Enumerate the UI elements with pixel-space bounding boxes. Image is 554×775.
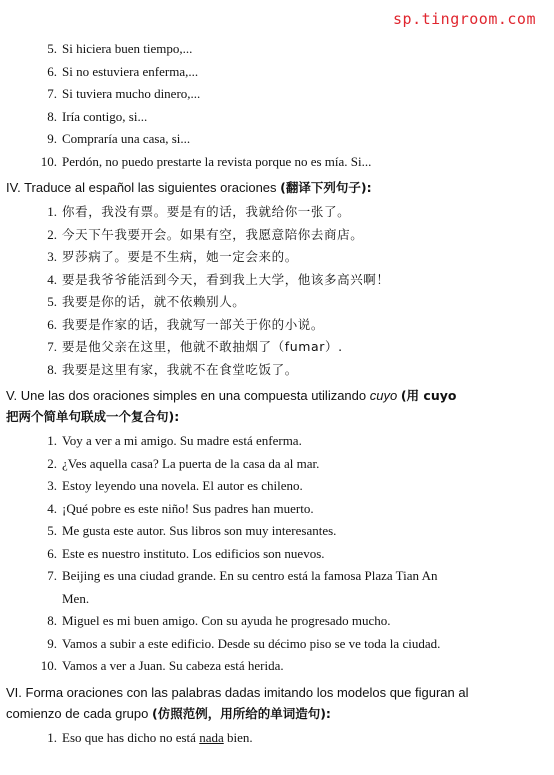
list-item: 7. Si tuviera mucho dinero,... (47, 86, 201, 101)
list-item: 10. Perdón, no puedo prestarte la revista porque no es mía. Si... (40, 153, 372, 169)
watermark: sp.tingroom.com (393, 10, 536, 28)
list-item: 1. Eso que has dicho no está nada bien. (47, 729, 253, 745)
list-item: 3. 罗莎病了。要是不生病，她一定会来的。 (47, 249, 298, 264)
list-item-continuation: Men. (62, 590, 90, 606)
list-item: 6. Si no estuviera enferma,... (47, 63, 199, 79)
list-item: 1. Voy a ver a mi amigo. Su madre está enferma. (47, 433, 302, 448)
list-item: 8. Iría contigo, si... (47, 108, 148, 124)
list-item: 5. Si hiciera buen tiempo,... (47, 41, 193, 56)
list-item: 1. 你看，我没有票。要是有的话，我就给你一张了。 (47, 204, 351, 219)
section-iv-list (0, 201, 554, 381)
section-iii-list (0, 38, 554, 173)
list-item: 4. 要是我爷爷能活到今天，看到我上大学，他该多高兴啊！ (47, 271, 390, 287)
list-item: 8. Miguel es mi buen amigo. Con su ayuda he progresado mucho. (47, 613, 391, 628)
list-item: 2. 今天下午我要开会。如果有空，我愿意陪你去商店。 (47, 226, 364, 242)
list-item: 3. Estoy leyendo una novela. El autor es chileno. (47, 478, 303, 493)
section-vi-heading: VI. Forma oraciones con las palabras dadas imitando los modelos que figuran al comienzo de cada grupo (仿照范例，用所给的单词造句): (6, 684, 469, 721)
section-v-list (0, 430, 554, 678)
list-item: 6. 我要是作家的话，我就写一部关于你的小说。 (47, 316, 325, 332)
list-item: 5. 我要是你的话，就不依赖别人。 (47, 294, 246, 309)
list-item: 5. Me gusta este autor. Sus libros son muy interesantes. (47, 523, 337, 538)
list-item: 2. ¿Ves aquella casa? La puerta de la casa da al mar. (47, 455, 320, 471)
section-v-heading: V. Une las dos oraciones simples en una compuesta utilizando cuyo (用 cuyo 把两个简单句联成一个复合句): (6, 388, 457, 424)
list-item: 9. Compraría una casa, si... (47, 131, 191, 146)
list-item: 7. 要是他父亲在这里，他就不敢抽烟了（fumar）. (47, 339, 343, 354)
list-item: 7. Beijing es una ciudad grande. En su centro está la famosa Plaza Tian An (47, 568, 438, 583)
list-item: 4. ¡Qué pobre es este niño! Sus padres han muerto. (47, 500, 314, 516)
list-item: 8. 我要是这里有家，我就不在食堂吃饭了。 (47, 361, 298, 377)
list-item: 9. Vamos a subir a este edificio. Desde su décimo piso se ve toda la ciudad. (47, 635, 441, 651)
list-item: 10. Vamos a ver a Juan. Su cabeza está herida. (40, 658, 284, 673)
exercise-page (0, 38, 554, 749)
section-vi-list (0, 727, 554, 750)
list-item: 6. Este es nuestro instituto. Los edificios son nuevos. (47, 545, 325, 561)
underlined-word: nada (199, 729, 224, 745)
section-iv-heading: IV. Traduce al español las siguientes oraciones (翻译下列句子): (6, 180, 372, 195)
